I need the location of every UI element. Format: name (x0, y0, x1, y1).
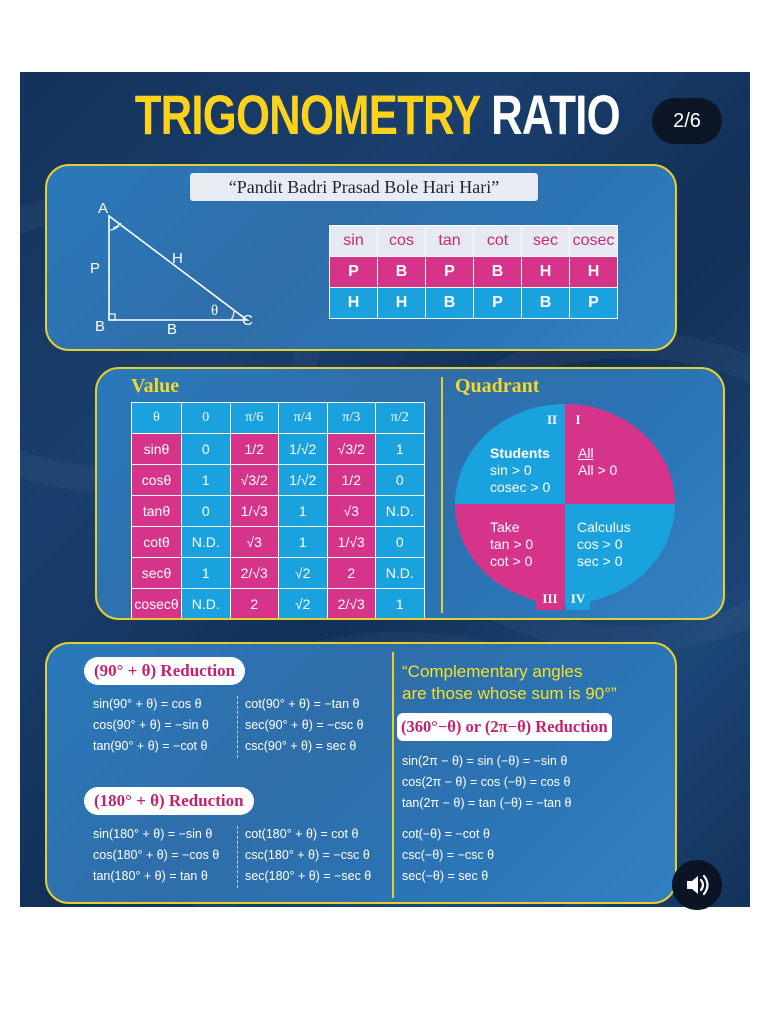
value-cell: 2 (230, 589, 279, 620)
value-table-row (132, 465, 425, 496)
ratio-table-row (330, 226, 618, 257)
function-label-cell: sinθ (132, 434, 182, 465)
ratio-table-row (330, 288, 618, 319)
function-label-cell: cotθ (132, 527, 182, 558)
standard-values-table (131, 402, 425, 620)
quadrant-iv-text: Calculus cos > 0 sec > 0 (577, 519, 631, 569)
ratio-numerator-cell: P (426, 257, 474, 288)
value-cell: √3/2 (230, 465, 279, 496)
function-label-cell: cosθ (132, 465, 182, 496)
value-cell: √2 (279, 589, 328, 620)
reduction-360-title: (360°−θ) or (2π−θ) Reduction (397, 713, 612, 741)
values-quadrant-panel (95, 367, 725, 620)
title-part-2: RATIO (491, 83, 620, 146)
quadrant-circle (455, 404, 675, 604)
value-table-header-row (132, 403, 425, 434)
ratio-numerator-cell: B (474, 257, 522, 288)
value-cell: 1 (279, 496, 328, 527)
reduction-90-right: cot(90° + θ) = −tan θ sec(90° + θ) = −csc θ csc(90° + θ) = sec θ (245, 697, 364, 753)
formula-divider (237, 826, 238, 888)
value-cell: 1 (376, 434, 425, 465)
quadrant-iii-label: III (536, 588, 564, 610)
value-cell: √3/2 (327, 434, 376, 465)
side-p-label: P (90, 260, 101, 277)
value-cell: 1/√2 (279, 465, 328, 496)
ratio-denominator-cell: B (426, 288, 474, 319)
theta-label: θ (211, 303, 219, 319)
value-cell: N.D. (182, 527, 231, 558)
reduction-formulas-panel (45, 642, 677, 904)
title-part-1: TRIGONOMETRY (134, 83, 480, 146)
ratio-header-cell: cos (378, 226, 426, 257)
angle-header-cell: π/6 (230, 403, 279, 434)
value-table-row (132, 434, 425, 465)
reduction-90-left: sin(90° + θ) = cos θ cos(90° + θ) = −sin θ tan(90° + θ) = −cot θ (93, 697, 209, 753)
poster-title (93, 82, 662, 147)
vertex-c-label: C (242, 312, 253, 329)
value-cell: 2 (327, 558, 376, 589)
ratio-header-cell: tan (426, 226, 474, 257)
ratio-denominator-cell: P (474, 288, 522, 319)
value-table-row (132, 496, 425, 527)
ratio-header-cell: cot (474, 226, 522, 257)
reduction-90-title: (90° + θ) Reduction (84, 657, 245, 685)
speaker-icon (672, 860, 722, 910)
value-cell: √3 (327, 496, 376, 527)
value-cell: 0 (182, 496, 231, 527)
value-cell: 0 (182, 434, 231, 465)
ratio-numerator-cell: B (378, 257, 426, 288)
ratio-header-cell: sec (522, 226, 570, 257)
page-indicator: 2/6 (652, 98, 722, 144)
value-cell: 1/√2 (279, 434, 328, 465)
ratio-numerator-cell: P (330, 257, 378, 288)
reduction-360-formulas: sin(2π − θ) = sin (−θ) = −sin θ cos(2π − θ) = cos (−θ) = cos θ tan(2π − θ) = tan (−θ) = −tan θ (402, 754, 572, 810)
quadrant-iii-text: Take tan > 0 cot > 0 (490, 519, 534, 569)
ratio-header-cell: sin (330, 226, 378, 257)
angle-header-cell: 0 (182, 403, 231, 434)
side-h-label: H (172, 250, 183, 267)
value-cell: 1/√3 (327, 527, 376, 558)
panel-divider (392, 652, 394, 898)
infographic-poster (20, 72, 750, 907)
reduction-180-right: cot(180° + θ) = cot θ csc(180° + θ) = −csc θ sec(180° + θ) = −sec θ (245, 827, 372, 883)
formula-divider (237, 696, 238, 758)
angle-header-cell: π/2 (376, 403, 425, 434)
angle-header-cell: π/3 (327, 403, 376, 434)
ratio-table-row (330, 257, 618, 288)
value-cell: N.D. (376, 496, 425, 527)
quadrant-heading: Quadrant (455, 375, 540, 397)
value-cell: N.D. (376, 558, 425, 589)
quadrant-ii-text: Students sin > 0 cosec > 0 (490, 445, 551, 495)
value-table-row (132, 527, 425, 558)
ratio-denominator-cell: B (522, 288, 570, 319)
value-cell: 2/√3 (327, 589, 376, 620)
value-table-row (132, 558, 425, 589)
ratio-header-cell: cosec (570, 226, 618, 257)
side-b-label: B (167, 321, 178, 338)
value-cell: √3 (230, 527, 279, 558)
quadrant-ii-label: II (540, 409, 564, 431)
complementary-angles-quote: “Complementary angles are those whose sum is 90°” (402, 662, 617, 703)
ratio-denominator-cell: H (378, 288, 426, 319)
value-cell: 1/2 (327, 465, 376, 496)
quadrant-i-label: I (566, 409, 590, 431)
mnemonic-banner: “Pandit Badri Prasad Bole Hari Hari” (190, 173, 538, 201)
value-cell: 1 (182, 558, 231, 589)
quadrant-i-text: All All > 0 (578, 445, 618, 478)
angle-header-cell: θ (132, 403, 182, 434)
value-cell: 0 (376, 465, 425, 496)
value-cell: 1 (279, 527, 328, 558)
ratio-table (329, 225, 618, 319)
value-cell: 1/2 (230, 434, 279, 465)
value-cell: N.D. (182, 589, 231, 620)
function-label-cell: secθ (132, 558, 182, 589)
value-cell: √2 (279, 558, 328, 589)
ratio-definition-panel (45, 164, 677, 351)
ratio-denominator-cell: P (570, 288, 618, 319)
function-label-cell: tanθ (132, 496, 182, 527)
negative-angle-formulas: cot(−θ) = −cot θ csc(−θ) = −csc θ sec(−θ) = sec θ (402, 827, 495, 883)
value-cell: 1 (182, 465, 231, 496)
reduction-180-title: (180° + θ) Reduction (84, 787, 254, 815)
ratio-numerator-cell: H (570, 257, 618, 288)
value-cell: 2/√3 (230, 558, 279, 589)
sound-toggle-button[interactable] (672, 860, 722, 910)
function-label-cell: cosecθ (132, 589, 182, 620)
value-heading: Value (131, 375, 180, 397)
quadrant-iv-label: IV (566, 588, 590, 610)
value-cell: 1 (376, 589, 425, 620)
value-cell: 1/√3 (230, 496, 279, 527)
reduction-180-left: sin(180° + θ) = −sin θ cos(180° + θ) = −cos θ tan(180° + θ) = tan θ (93, 827, 220, 883)
ratio-denominator-cell: H (330, 288, 378, 319)
ratio-numerator-cell: H (522, 257, 570, 288)
panel-divider (441, 377, 443, 613)
vertex-b-label: B (95, 318, 106, 335)
value-cell: 0 (376, 527, 425, 558)
vertex-a-label: A (98, 200, 109, 217)
angle-header-cell: π/4 (279, 403, 328, 434)
value-table-row (132, 589, 425, 620)
